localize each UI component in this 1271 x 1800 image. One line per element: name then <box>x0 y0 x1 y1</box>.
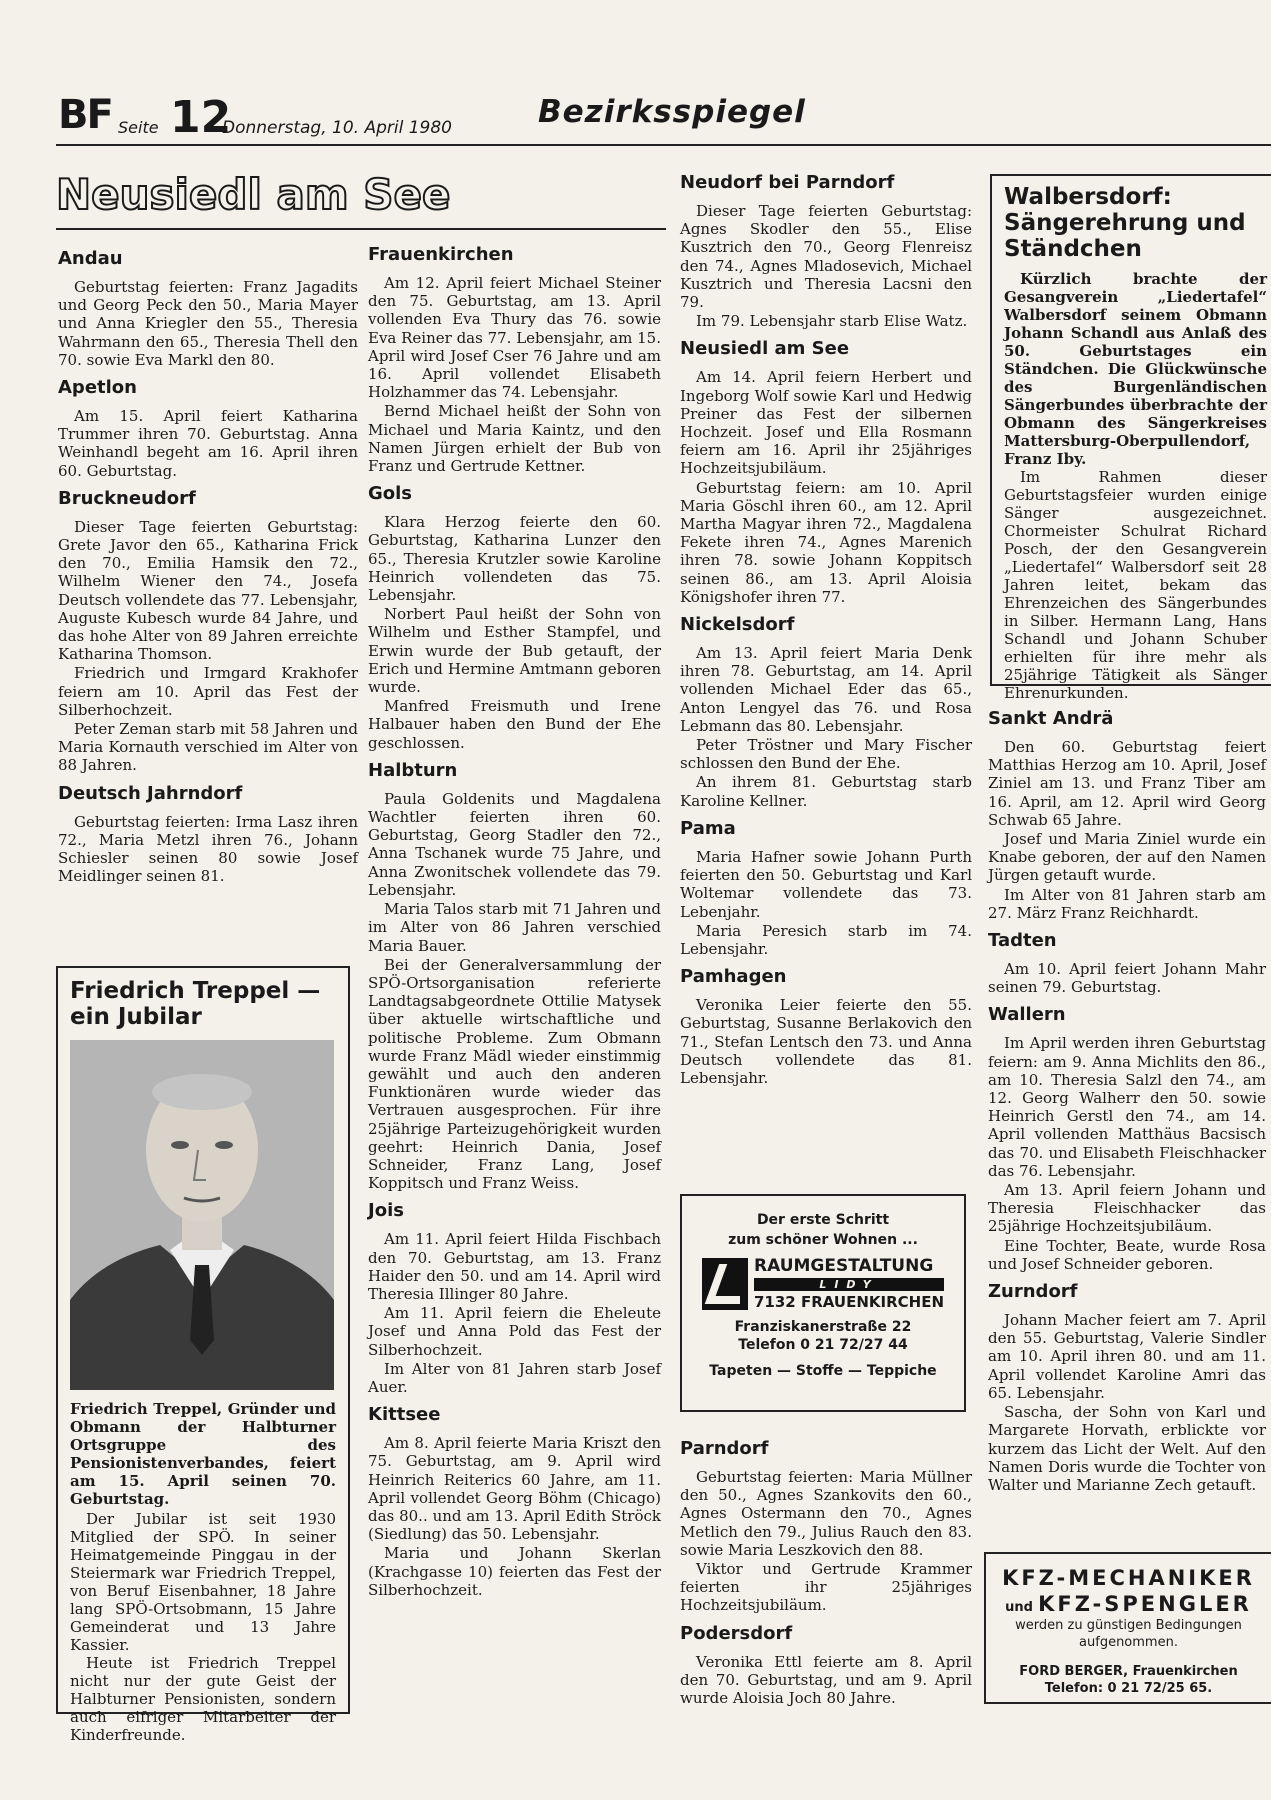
box-lead: Kürzlich brachte der Gesangverein „Liedertafel“ Walbersdorf seinem Obmann Johann Schandl aus Anlaß des 50. Geburtstages ein Ständchen. Die Glückwünsche des Burgenländischen Sängerbundes überbrachte der Obmann des Sängerkreises Mattersburg-Oberpullendorf, Franz Iby. <box>1004 270 1267 468</box>
article-text: Klara Herzog feierte den 60. Geburtstag, Katharina Lunzer den 65., Theresia Krutzler sowie Karoline Heinrich vollendeten das 75. Lebensjahr. <box>368 513 661 605</box>
column-3-bottom <box>680 1430 972 1707</box>
article-text: Josef und Maria Ziniel wurde ein Knabe geboren, der auf den Namen Jürgen getauft wurde. <box>988 830 1266 885</box>
article-text: Im April werden ihren Geburtstag feiern: am 9. Anna Michlits den 86., am 10. Theresia Salzl den 74., am 12. Georg Walherr den 50. sowie Heinrich Gerstl den 74., am 14. April vollenden Matthäus Bacsisch das 70. und Elisabeth Fleischhacker das 76. Lebensjahr. <box>988 1034 1266 1180</box>
issue-date: Donnerstag, 10. April 1980 <box>222 118 452 138</box>
article-text: Manfred Freismuth und Irene Halbauer haben den Bund der Ehe geschlossen. <box>368 697 661 752</box>
box-title: Friedrich Treppel — ein Jubilar <box>70 978 321 1030</box>
portrait-photo <box>70 1040 334 1390</box>
article-heading: Deutsch Jahrndorf <box>58 782 243 804</box>
article-text: Veronika Ettl feierte am 8. April den 70. Geburtstag, und am 9. April wurde Aloisia Joch 80 Jahre. <box>680 1652 972 1708</box>
kfz-phone: Telefon: 0 21 72/25 65. <box>1044 1681 1213 1696</box>
article-text: Am 14. April feiern Herbert und Ingeborg Wolf sowie Karl und Hedwig Preiner das Fest der silbernen Hochzeit. Josef und Ella Rosmann feiern am 16. April ihr 25jähriges Hochzeitsjubiläum. <box>680 368 972 478</box>
article-text: Sascha, der Sohn von Karl und Margarete Horvath, erblickte vor kurzem das Licht der Welt. Auf den Namen Doris wurde die Tochter von Walter und Marianne Zech getauft. <box>988 1403 1266 1494</box>
article-heading: Parndorf <box>680 1438 769 1459</box>
article-heading: Pama <box>680 817 736 839</box>
article-text: Maria Hafner sowie Johann Purth feierten den 50. Geburtstag und Karl Woltemar vollendete das 73. Lebenjahr. <box>680 847 972 921</box>
article-text: Paula Goldenits und Magdalena Wachtler feierten ihren 60. Geburtstag, Georg Stadler den 72., Anna Tschanek wurde 75 Jahre, und Anna Zwonitschek vollendete das 79. Lebensjahr. <box>368 789 661 899</box>
article-text: Im Alter von 81 Jahren starb Josef Auer. <box>368 1359 661 1396</box>
title-rule <box>56 228 666 230</box>
photo-caption: Friedrich Treppel, Gründer und Obmann der Halbturner Ortsgruppe des Pensionistenverbandes, feiert am 15. April seinen 70. Geburtstag. <box>70 1400 336 1508</box>
article-text: Geburtstag feiern: am 10. April Maria Göschl ihren 60., am 12. April Martha Magyar ihren 72., Magdalena Fekete ihren 74., Agnes Marenich ihren 78. sowie Johann Koppitsch seinen 86., am 13. April Aloisia Königshofer ihren 77. <box>680 478 972 606</box>
article-text: Dieser Tage feierten Geburtstag: Grete Javor den 65., Katharina Frick den 70., Emilia Hamsik den 72., Wilhelm Wiener den 74., Josefa Deutsch vollendete das 77. Lebensjahr, Auguste Kubesch wurde 84 Jahre, und das hohe Alter von 89 Jahren erreichte Katharina Thomson. <box>58 517 358 664</box>
article-text: Am 10. April feiert Johann Mahr seinen 79. Geburtstag. <box>988 960 1266 997</box>
article-text: Viktor und Gertrude Krammer feierten ihr 25jähriges Hochzeitsjubiläum. <box>680 1560 972 1615</box>
article-text: Am 11. April feiern die Eheleute Josef und Anna Pold das Fest der Silberhochzeit. <box>368 1304 661 1359</box>
article-text: Geburtstag feierten: Maria Müllner den 50., Agnes Szankovits den 60., Agnes Ostermann den 70., Agnes Metlich den 79., Julius Rauch den 83. sowie Maria Leszkovich den 88. <box>680 1468 972 1559</box>
ad-phone: Telefon 0 21 72/27 44 <box>738 1337 908 1353</box>
raumgestaltung-ad <box>680 1194 966 1412</box>
ad-slogan-2: zum schöner Wohnen ... <box>728 1232 918 1248</box>
ad-city: 7132 FRAUENKIRCHEN <box>753 1293 944 1311</box>
lidy-logo-icon <box>702 1258 748 1310</box>
article-text: Am 11. April feiert Hilda Fischbach den 70. Geburtstag, am 13. Franz Haider den 50. und am 14. April wird Theresia Illinger 80 Jahre. <box>368 1230 661 1303</box>
newspaper-logo: BF <box>58 92 112 138</box>
article-text: Am 8. April feierte Maria Kriszt den 75. Geburtstag, am 9. April wird Heinrich Reiterics 60 Jahre, am 11. April vollendet Georg Böhm (Chicago) das 80.. und am 13. April Edith Ströck (Siedlung) das 50. Lebensjahr. <box>368 1434 661 1544</box>
article-heading: Jois <box>368 1200 404 1222</box>
box-title: Walbersdorf: Sängerehrung und Ständchen <box>1004 184 1246 262</box>
article-heading: Andau <box>58 248 123 269</box>
article-text: Am 15. April feiert Katharina Trummer ihren 70. Geburtstag. Anna Weinhandl begeht am 16. April ihren 60. Geburtstag. <box>58 407 358 480</box>
ad-brand-sub: LIDY <box>754 1278 944 1291</box>
ad-street: Franziskanerstraße 22 <box>734 1319 912 1335</box>
walbersdorf-box <box>990 174 1271 702</box>
article-text: Am 13. April feiert Maria Denk ihren 78. Geburtstag, am 14. April vollenden Michael Eder das 65., Anton Lengyel das 76. und Rosa Lebmann das 80. Lebensjahr. <box>680 644 972 735</box>
article-text: Der Jubilar ist seit 1930 Mitglied der SPÖ. In seiner Heimatgemeinde Pinggau in der Steiermark war Friedrich Treppel, von Beruf Eisenbahner, 18 Jahre lang SPÖ-Ortsobmann, 15 Jahre Gemeinderat und 13 Jahre Kassier. <box>70 1510 336 1654</box>
article-heading: Zurndorf <box>988 1281 1078 1303</box>
kfz-und: und <box>1005 1600 1033 1615</box>
article-heading: Neudorf bei Parndorf <box>680 172 895 193</box>
kfz-line-4: aufgenommen. <box>1079 1635 1178 1650</box>
page-number: 12 <box>170 92 232 143</box>
article-text: Bernd Michael heißt der Sohn von Michael und Maria Kaintz, und den Namen Jürgen erhielt der Bub von Franz und Gertrude Kettner. <box>368 402 661 476</box>
column-4 <box>988 700 1266 1494</box>
article-text: Maria Talos starb mit 71 Jahren und im Alter von 86 Jahren verschied Maria Bauer. <box>368 900 661 955</box>
article-text: An ihrem 81. Geburtstag starb Karoline Kellner. <box>680 773 972 810</box>
page-title: Neusiedl am See <box>56 170 451 219</box>
article-text: Im Rahmen dieser Geburtstagsfeier wurden einige Sänger ausgezeichnet. Chormeister Schulrat Richard Posch, der den Gesangverein „Liedertafel“ Walbersdorf seit 28 Jahren leitet, bekam das Ehrenzeichen des Sängerbundes in Silber. Hermann Lang, Hans Schandl und Johann Schuber erhielten für ihre mehr als 25jährige Tätigkeit als Sänger Ehrenurkunden. <box>1004 468 1267 702</box>
article-heading: Bruckneudorf <box>58 487 196 509</box>
article-text: Veronika Leier feierte den 55. Geburtstag, Susanne Berlakovich den 71., Stefan Lentsch den 73. und Anna Deutsch vollendete das 81. Lebensjahr. <box>680 996 972 1087</box>
kfz-line-1: KFZ-MECHANIKER <box>1002 1566 1255 1590</box>
article-heading: Neusiedl am See <box>680 338 850 360</box>
article-heading: Apetlon <box>58 377 137 399</box>
article-heading: Wallern <box>988 1004 1066 1026</box>
article-text: Dieser Tage feierten Geburtstag: Agnes Skodler den 55., Elise Kusztrich den 70., Georg Flenreisz den 74., Agnes Mladosevich, Michael Kusztrich und Theresia Lacsni den 79. <box>680 202 972 312</box>
article-text: Eine Tochter, Beate, wurde Rosa und Josef Schneider geboren. <box>988 1236 1266 1273</box>
article-text: Johann Macher feiert am 7. April den 55. Geburtstag, Valerie Sindler am 10. April ihren 80. und am 11. April vollendet Karoline Amri das 65. Lebensjahr. <box>988 1311 1266 1402</box>
article-heading: Podersdorf <box>680 1622 793 1644</box>
article-text: Geburtstag feierten: Irma Lasz ihren 72., Maria Metzl ihren 76., Johann Schiesler seinen 80 sowie Josef Meidlinger seinen 81. <box>58 812 358 886</box>
article-heading: Frauenkirchen <box>368 244 514 265</box>
article-heading: Tadten <box>988 930 1057 952</box>
kfz-company: FORD BERGER, Frauenkirchen <box>1019 1664 1238 1679</box>
article-text: Peter Tröstner und Mary Fischer schlossen den Bund der Ehe. <box>680 736 972 773</box>
article-heading: Kittsee <box>368 1404 441 1426</box>
article-heading: Sankt Andrä <box>988 708 1114 729</box>
article-text: Heute ist Friedrich Treppel nicht nur der gute Geist der Halbturner Pensionisten, sondern auch eifriger Mitarbeiter der Kinderfreunde. <box>70 1654 336 1744</box>
article-heading: Gols <box>368 483 413 505</box>
article-text: Am 12. April feiert Michael Steiner den 75. Geburtstag, am 13. April vollenden Eva Thury das 76. sowie Eva Reiner das 77. Lebensjahr, am 15. April wird Josef Cser 76 Jahre und am 16. April vollendet Elisabeth Holzhammer das 74. Lebensjahr. <box>368 274 661 402</box>
article-text: Friedrich und Irmgard Krakhofer feiern am 10. April das Fest der Silberhochzeit. <box>58 664 358 719</box>
article-text: Maria Peresich starb im 74. Lebensjahr. <box>680 921 972 958</box>
article-text: Im 79. Lebensjahr starb Elise Watz. <box>696 312 968 331</box>
article-text: Norbert Paul heißt der Sohn von Wilhelm und Esther Stampfel, und Erwin wurde der Bub getauft, der Erich und Hermine Amtmann geboren wurde. <box>368 605 661 697</box>
article-text: Maria und Johann Skerlan (Krachgasse 10) feierten das Fest der Silberhochzeit. <box>368 1544 661 1599</box>
column-3 <box>680 164 972 1087</box>
article-text: Den 60. Geburtstag feiert Matthias Herzog am 10. April, Josef Ziniel am 13. und Franz Tiber am 16. April, am 12. April wird Georg Schwab 65 Jahre. <box>988 738 1266 829</box>
portrait-illustration <box>70 1040 334 1390</box>
kfz-line-3: werden zu günstigen Bedingungen <box>1015 1618 1242 1633</box>
article-text: Bei der Generalversammlung der SPÖ-Ortsorganisation referierte Landtagsabgeordnete Ottilie Matysek über aktuelle wirtschaftliche und politische Probleme. Zum Obmann wurde Franz Mädl wieder einstimmig gewählt und auch den anderen Funktionären wurde wieder das Vertrauen ausgesprochen. Für ihre 25jährige Parteizugehörigkeit wurden geehrt: Heinrich Dania, Josef Schneider, Franz Lang, Josef Koppitsch und Franz Weiss. <box>368 955 661 1193</box>
kfz-ad <box>984 1552 1271 1704</box>
article-text: Peter Zeman starb mit 58 Jahren und Maria Kornauth verschied im Alter von 88 Jahren. <box>58 720 358 775</box>
column-2 <box>368 236 661 1599</box>
ad-brand: RAUMGESTALTUNG <box>753 1256 934 1276</box>
page-label: Seite <box>118 118 159 137</box>
article-heading: Pamhagen <box>680 966 787 988</box>
column-1 <box>58 240 358 885</box>
article-heading: Halbturn <box>368 759 458 781</box>
ad-goods: Tapeten — Stoffe — Teppiche <box>709 1363 937 1379</box>
article-text: Am 13. April feiern Johann und Theresia Fleischhacker das 25jährige Hochzeitsjubiläum. <box>988 1181 1266 1236</box>
jubilar-box <box>56 966 350 1744</box>
article-text: Im Alter von 81 Jahren starb am 27. März Franz Reichhardt. <box>988 885 1266 922</box>
section-title: Bezirksspiegel <box>538 94 806 130</box>
ad-slogan-1: Der erste Schritt <box>756 1212 890 1228</box>
header-rule <box>56 144 1271 146</box>
kfz-line-2: KFZ-SPENGLER <box>1038 1592 1252 1616</box>
article-heading: Nickelsdorf <box>680 614 795 636</box>
article-text: Geburtstag feierten: Franz Jagadits und Georg Peck den 50., Maria Mayer und Anna Kriegler den 55., Theresia Wahrmann den 65., Theresia Thell den 70. sowie Eva Markl den 80. <box>58 278 358 369</box>
